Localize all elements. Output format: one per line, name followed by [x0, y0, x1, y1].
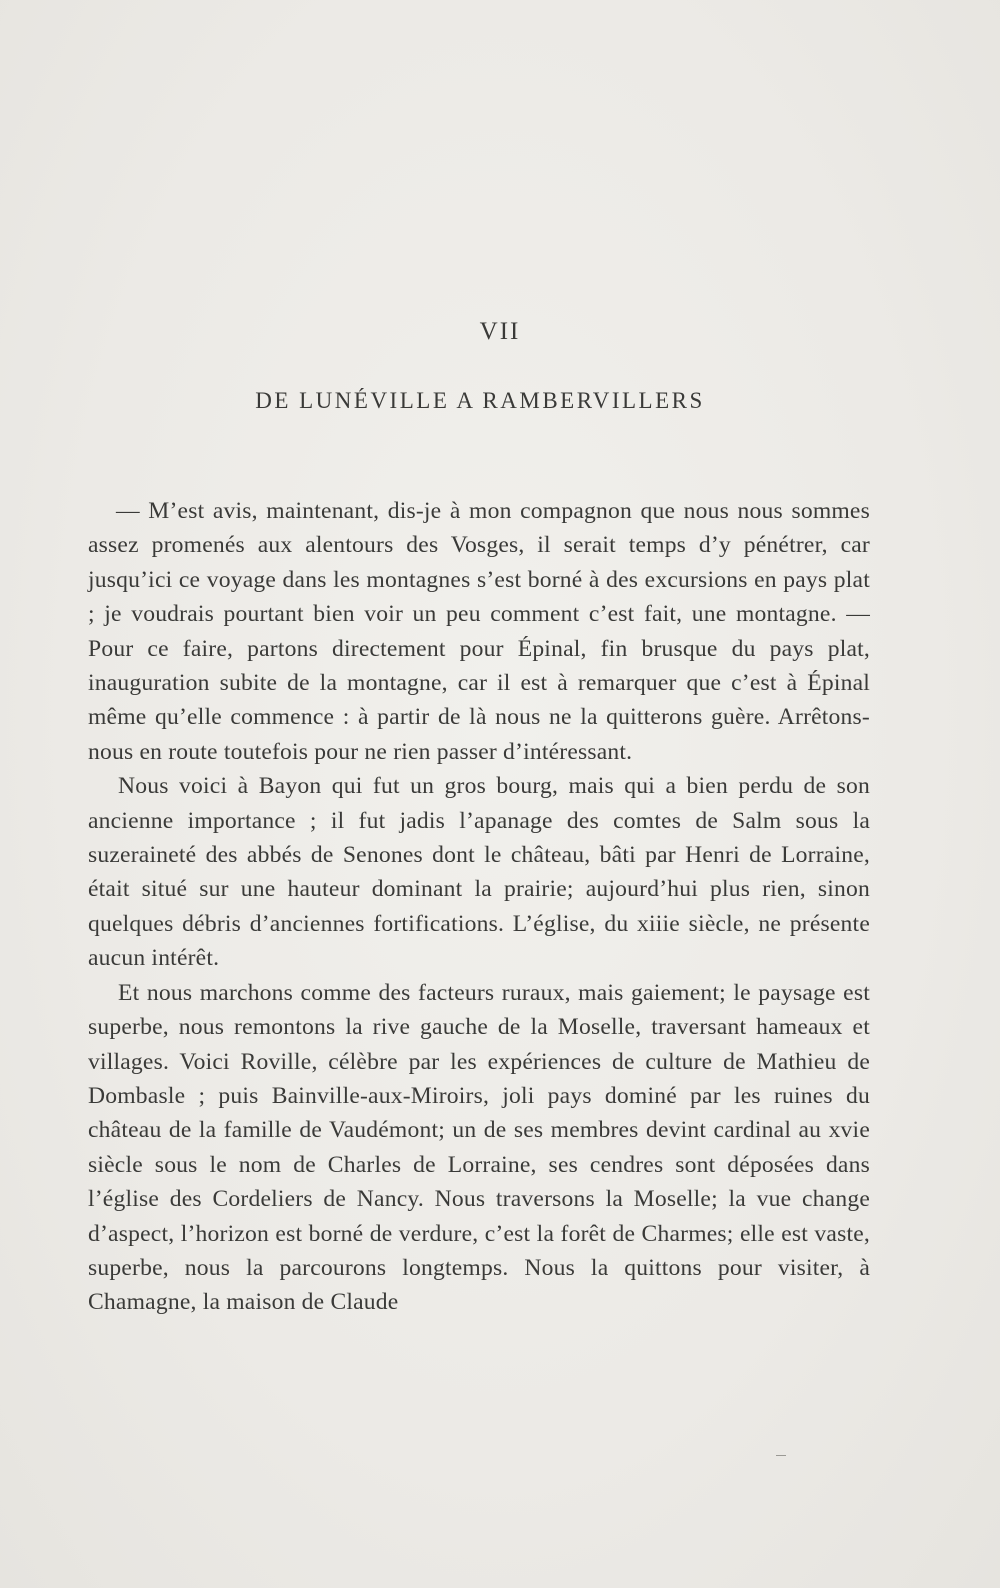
paragraph: — M’est avis, maintenant, dis-je à mon compagnon que nous nous sommes assez promenés aux alentours des Vosges, il serait temps d’y pénétrer, car jusqu’ici ce voyage dans les montagnes s’est borné à des excursions en pays plat ; je voudrais pourtant bien voir un peu comment c’est fait, une montagne. — Pour ce faire, partons directement pour Épinal, fin brusque du pays plat, inauguration subite de la montagne, car il est à remarquer que c’est à Épinal même qu’elle commence : à partir de là nous ne la quitterons guère. Arrêtons-nous en route toutefois pour ne rien passer d’intéressant. — [88, 498, 870, 765]
chapter-number: VII — [479, 318, 521, 345]
paragraph: Nous voici à Bayon qui fut un gros bourg, mais qui a bien perdu de son ancienne importance ; il fut jadis l’apanage des comtes de Salm sous la suzeraineté des abbés de Senones dont le château, bâti par Henri de Lorraine, était situé sur une hauteur dominant la prairie; aujourd’hui plus rien, sinon quelques débris d’anciennes fortifications. L’église, du xiiie siècle, ne présente aucun intérêt. — [88, 773, 870, 972]
chapter-body — [88, 494, 870, 1320]
chapter-title: DE LUNÉVILLE A RAMBERVILLERS — [255, 388, 705, 413]
page-mark — [776, 1455, 786, 1456]
paragraph: Et nous marchons comme des facteurs ruraux, mais gaiement; le paysage est superbe, nous remontons la rive gauche de la Moselle, traversant hameaux et villages. Voici Roville, célèbre par les expériences de culture de Mathieu de Dombasle ; puis Bainville-aux-Miroirs, joli pays dominé par les ruines du château de la famille de Vaudémont; un de ses membres devint cardinal au xvie siècle sous le nom de Charles de Lorraine, ses cendres sont déposées dans l’église des Cordeliers de Nancy. Nous traversons la Moselle; la vue change d’aspect, l’horizon est borné de verdure, c’est la forêt de Charmes; elle est vaste, superbe, nous la parcourons longtemps. Nous la quittons pour visiter, à Chamagne, la maison de Claude — [88, 979, 870, 1316]
